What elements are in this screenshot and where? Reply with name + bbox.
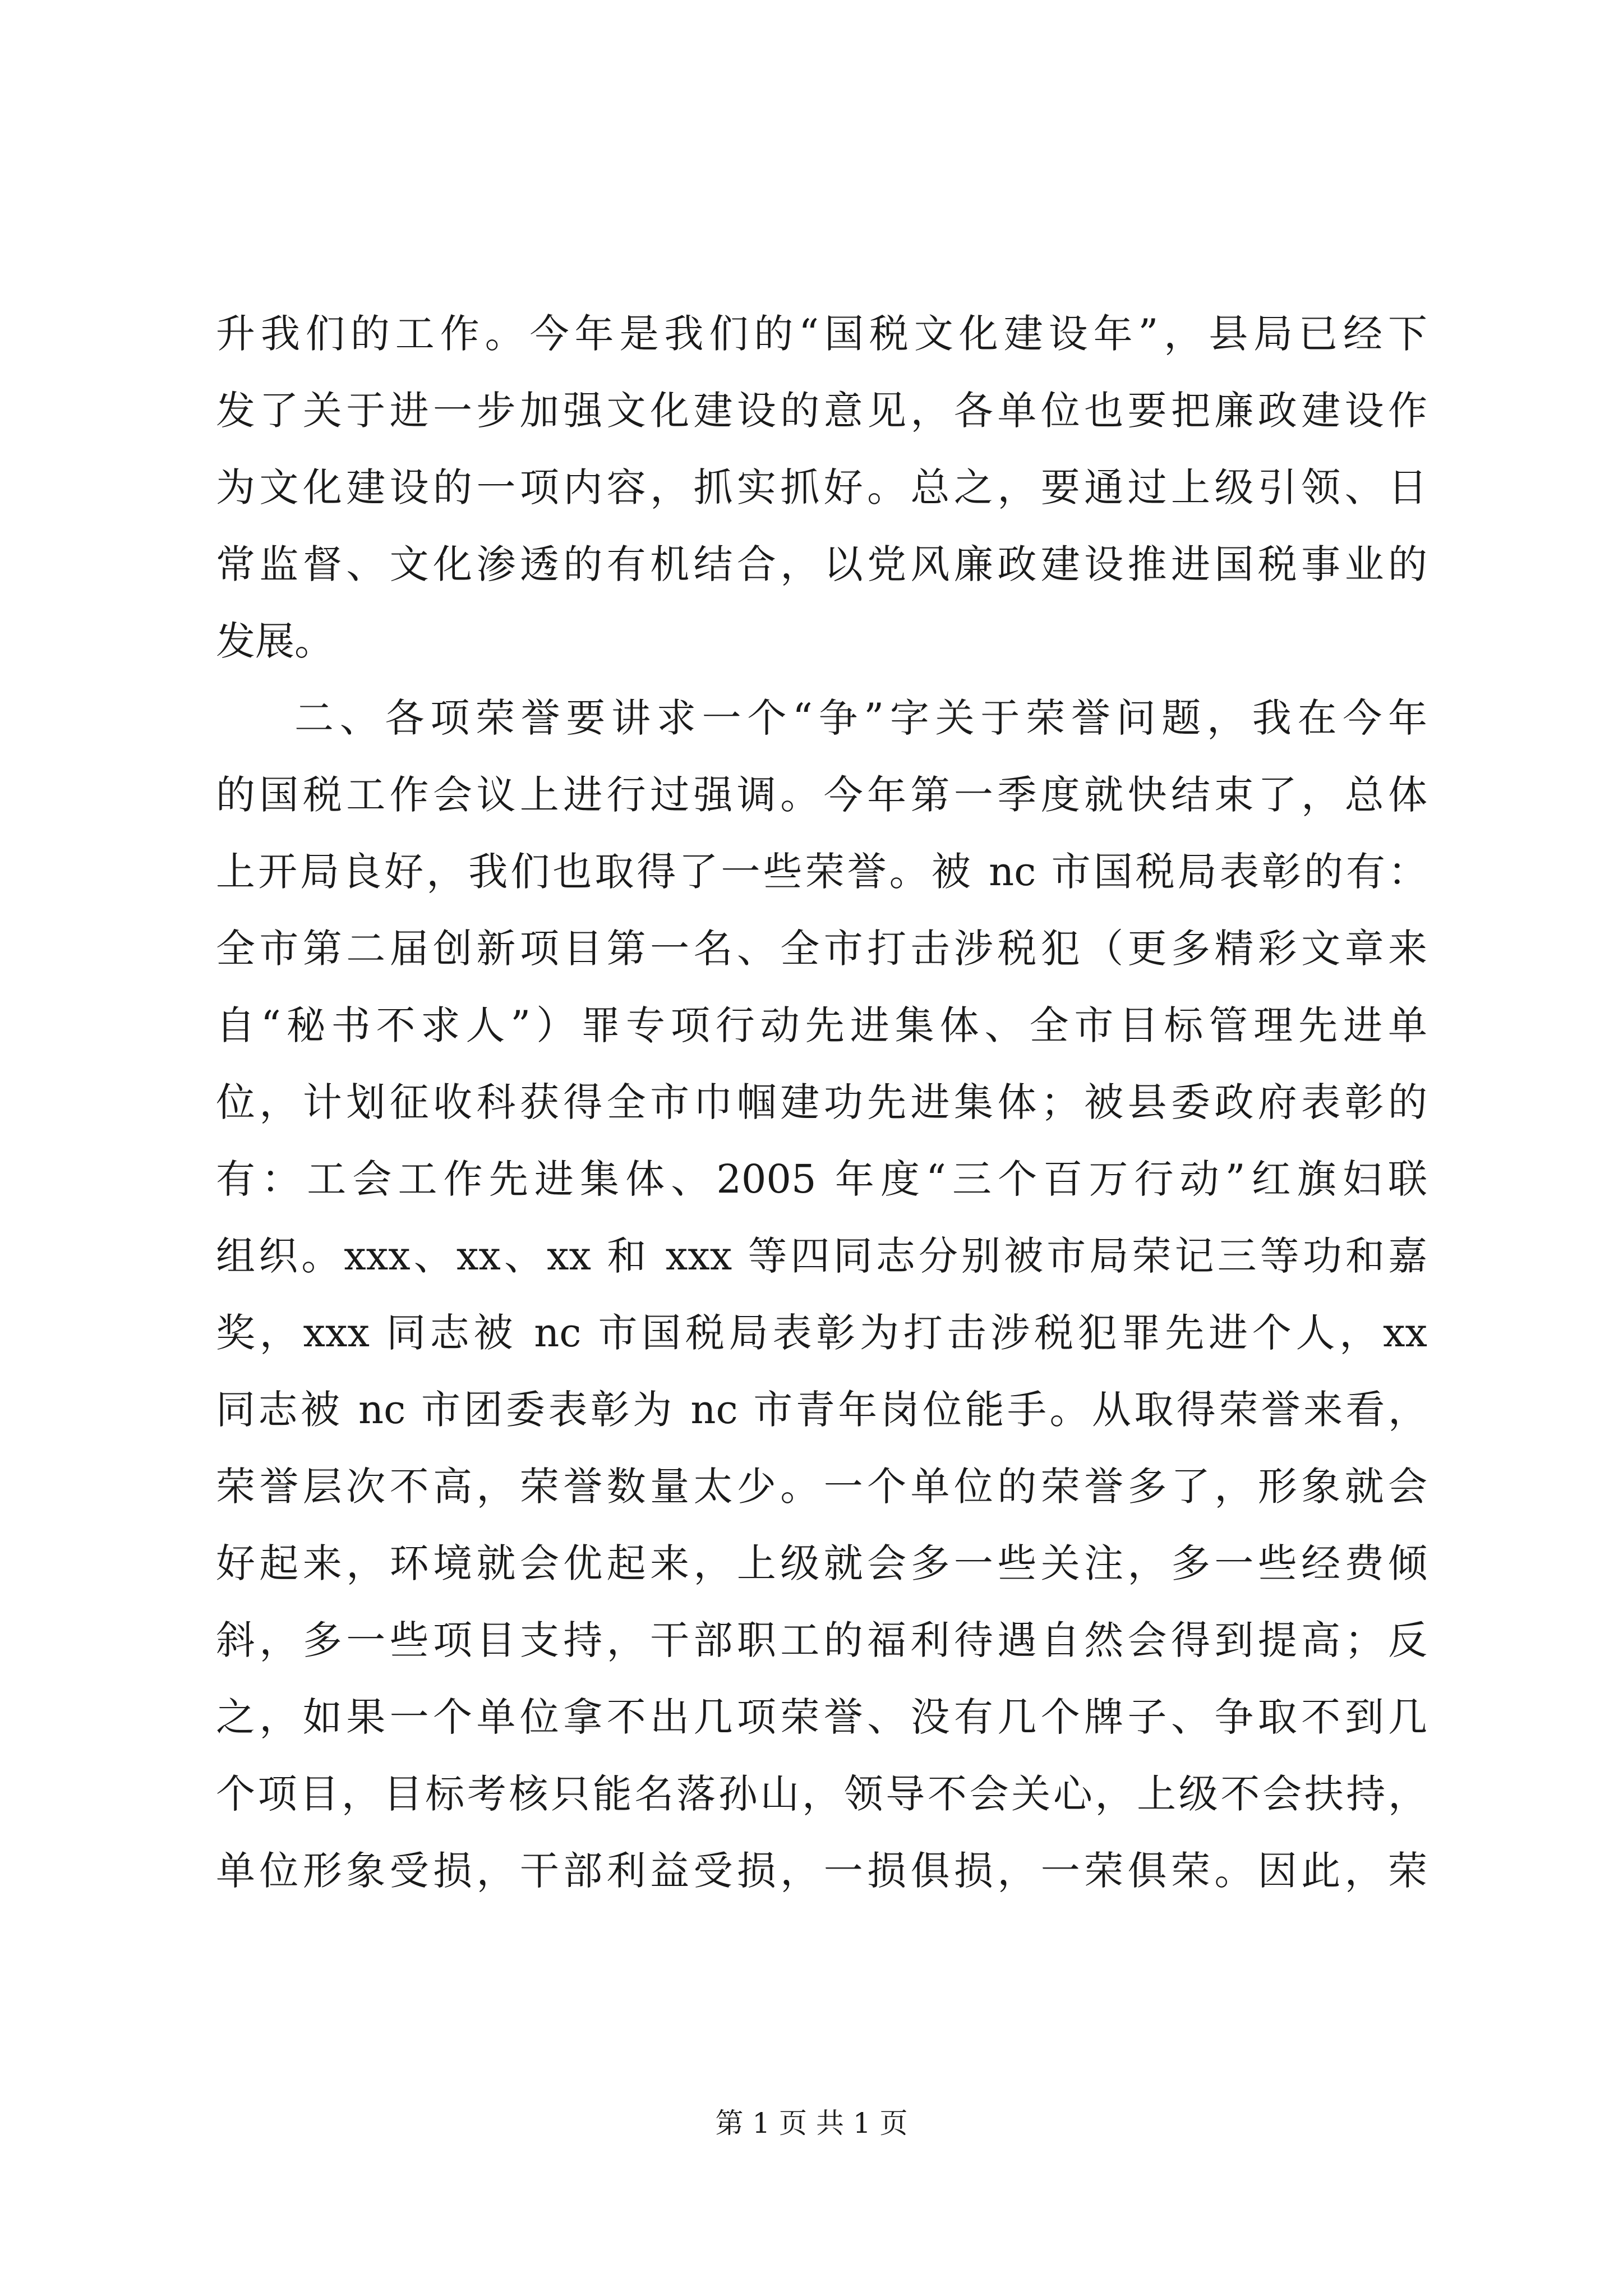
- document-body: [216, 296, 1427, 1910]
- text-line: 常监督、文化渗透的有机结合，以党风廉政建设推进国税事业的: [216, 541, 1427, 587]
- text-line: 同志被 nc 市团委表彰为 nc 市青年岗位能手。从取得荣誉来看，: [216, 1387, 1427, 1433]
- page-footer: 第 1 页 共 1 页: [715, 2107, 908, 2139]
- text-line: 全市第二届创新项目第一名、全市打击涉税犯（更多精彩文章来: [216, 926, 1427, 972]
- text-line: 好起来，环境就会优起来，上级就会多一些关注，多一些经费倾: [216, 1540, 1427, 1586]
- text-line: 自“秘书不求人”）罪专项行动先进集体、全市目标管理先进单: [216, 1002, 1427, 1048]
- text-line: 升我们的工作。今年是我们的“国税文化建设年”，县局已经下: [216, 311, 1427, 357]
- text-line: 之，如果一个单位拿不出几项荣誉、没有几个牌子、争取不到几: [216, 1694, 1427, 1740]
- text-line: 奖，xxx 同志被 nc 市国税局表彰为打击涉税犯罪先进个人，xx: [216, 1310, 1427, 1356]
- text-line: 为文化建设的一项内容，抓实抓好。总之，要通过上级引领、日: [216, 464, 1427, 510]
- text-line: 个项目，目标考核只能名落孙山，领导不会关心，上级不会扶持，: [216, 1771, 1427, 1817]
- text-line: 组织。xxx、xx、xx 和 xxx 等四同志分别被市局荣记三等功和嘉: [216, 1233, 1427, 1279]
- text-line: 上开局良好，我们也取得了一些荣誉。被 nc 市国税局表彰的有：: [216, 849, 1427, 895]
- text-line: 有：工会工作先进集体、2005 年度“三个百万行动”红旗妇联: [216, 1156, 1427, 1202]
- text-line: 发展。: [216, 618, 334, 664]
- text-line: 斜，多一些项目支持，干部职工的福利待遇自然会得到提高；反: [216, 1617, 1427, 1663]
- text-line: 单位形象受损，干部利益受损，一损俱损，一荣俱荣。因此，荣: [216, 1848, 1427, 1894]
- text-line: 位，计划征收科获得全市巾帼建功先进集体；被县委政府表彰的: [216, 1079, 1427, 1125]
- text-line: 荣誉层次不高，荣誉数量太少。一个单位的荣誉多了，形象就会: [216, 1464, 1427, 1510]
- section-heading-line: 二、各项荣誉要讲求一个“争”字关于荣誉问题，我在今年: [294, 695, 1427, 741]
- text-line: 发了关于进一步加强文化建设的意见，各单位也要把廉政建设作: [216, 388, 1427, 434]
- text-line: 的国税工作会议上进行过强调。今年第一季度就快结束了，总体: [216, 772, 1427, 818]
